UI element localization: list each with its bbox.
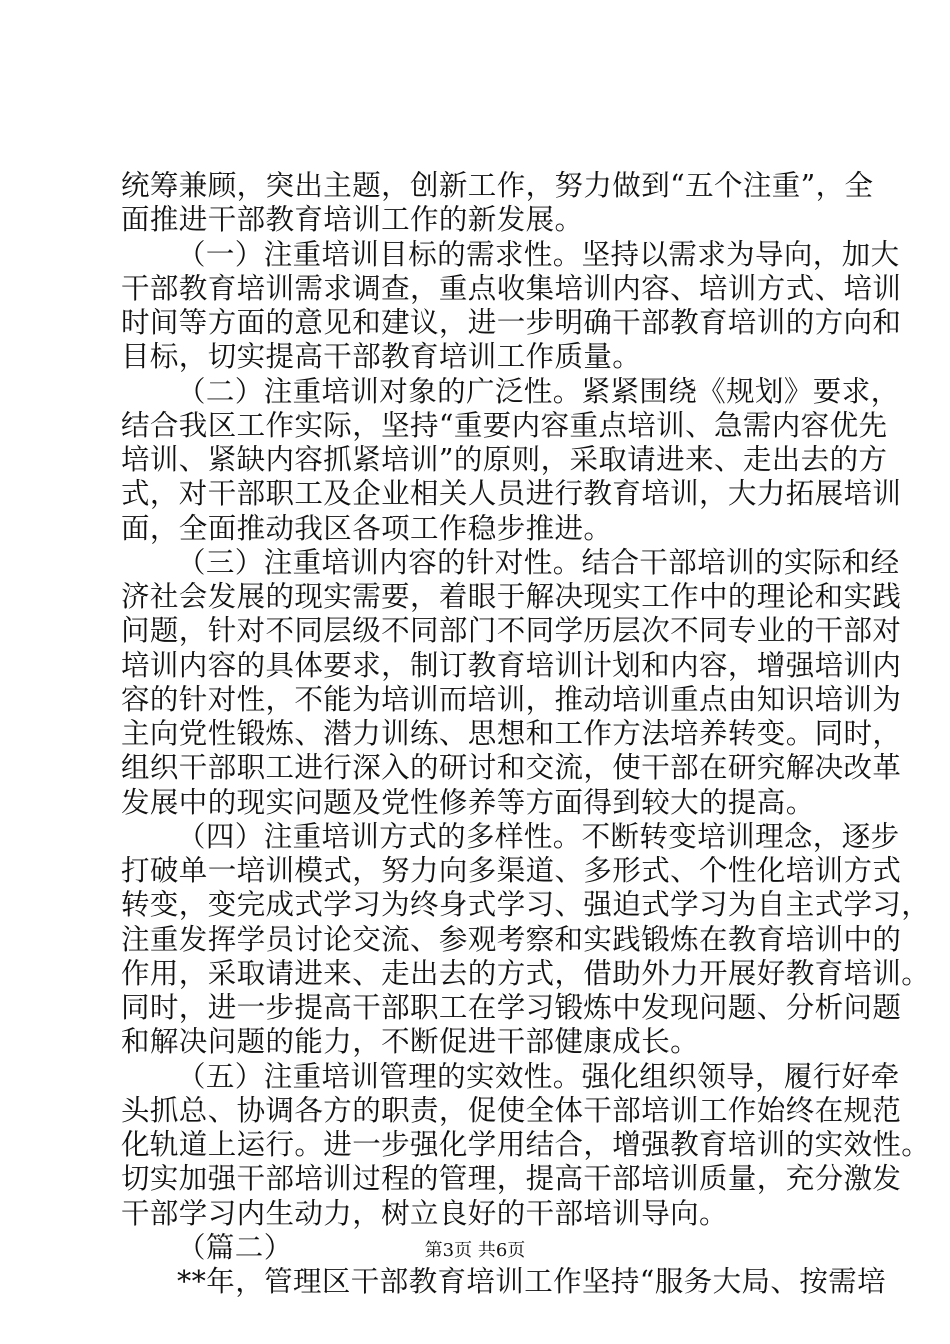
- text-line: 面推进干部教育培训工作的新发展。: [121, 203, 584, 237]
- section-title: （篇二）: [177, 1230, 293, 1264]
- text-line: 式，对干部职工及企业相关人员进行教育培训，大力拓展培训: [121, 477, 902, 511]
- text-line: 主向党性锻炼、潜力训练、思想和工作方法培养转变。同时，: [121, 717, 902, 750]
- paragraph-heading-line: （五）注重培训管理的实效性。强化组织领导，履行好牵: [177, 1059, 900, 1093]
- text-line: 统筹兼顾，突出主题，创新工作，努力做到“五个注重”，全: [121, 169, 874, 202]
- paragraph-heading-line: （二）注重培训对象的广泛性。紧紧围绕《规划》要求，: [177, 374, 900, 408]
- text-line: 培训内容的具体要求，制订教育培训计划和内容，增强培训内: [121, 648, 902, 682]
- text-line: 时间等方面的意见和建议，进一步明确干部教育培训的方向和: [121, 306, 902, 339]
- text-line: 组织干部职工进行深入的研讨和交流，使干部在研究解决改革: [121, 751, 902, 785]
- text-line: **年，管理区干部教育培训工作坚持“服务大局、按需培: [177, 1265, 886, 1298]
- text-line: 结合我区工作实际，坚持“重要内容重点培训、急需内容优先: [121, 408, 888, 442]
- paragraph-heading-line: （一）注重培训目标的需求性。坚持以需求为导向，加大: [177, 237, 900, 271]
- text-line: 发展中的现实问题及党性修养等方面得到较大的提高。: [121, 785, 815, 819]
- text-line: 注重发挥学员讨论交流、参观考察和实践锻炼在教育培训中的: [121, 922, 902, 956]
- paragraph-heading-line: （四）注重培训方式的多样性。不断转变培训理念，逐步: [177, 819, 900, 853]
- page-number-footer: 第3页 共6页: [424, 1240, 526, 1261]
- text-line: 转变，变完成式学习为终身式学习、强迫式学习为自主式学习，: [121, 888, 931, 922]
- text-line: 培训、紧缺内容抓紧培训”的原则，采取请进来、走出去的方: [121, 443, 888, 476]
- text-line: 头抓总、协调各方的职责，促使全体干部培训工作始终在规范: [121, 1093, 902, 1127]
- text-line: 打破单一培训模式，努力向多渠道、多形式、个性化培训方式: [121, 854, 902, 887]
- text-line: 和解决问题的能力，不断促进干部健康成长。: [121, 1025, 700, 1059]
- text-line: 作用，采取请进来、走出去的方式，借助外力开展好教育培训。: [121, 956, 931, 990]
- paragraph-heading-line: （三）注重培训内容的针对性。结合干部培训的实际和经: [177, 545, 900, 579]
- text-line: 面，全面推动我区各项工作稳步推进。: [121, 511, 613, 545]
- text-line: 干部教育培训需求调查，重点收集培训内容、培训方式、培训: [121, 271, 902, 305]
- text-line: 同时，进一步提高干部职工在学习锻炼中发现问题、分析问题: [121, 991, 902, 1024]
- text-line: 目标，切实提高干部教育培训工作质量。: [121, 340, 642, 374]
- text-line: 济社会发展的现实需要，着眼于解决现实工作中的理论和实践: [121, 580, 902, 613]
- text-line: 切实加强干部培训过程的管理，提高干部培训质量，充分激发: [121, 1162, 902, 1196]
- text-line: 问题，针对不同层级不同部门不同学历层次不同专业的干部对: [121, 614, 902, 648]
- text-line: 容的针对性，不能为培训而培训，推动培训重点由知识培训为: [121, 682, 902, 716]
- text-line: 干部学习内生动力，树立良好的干部培训导向。: [121, 1196, 728, 1230]
- text-line: 化轨道上运行。进一步强化学用结合，增强教育培训的实效性。: [121, 1128, 931, 1161]
